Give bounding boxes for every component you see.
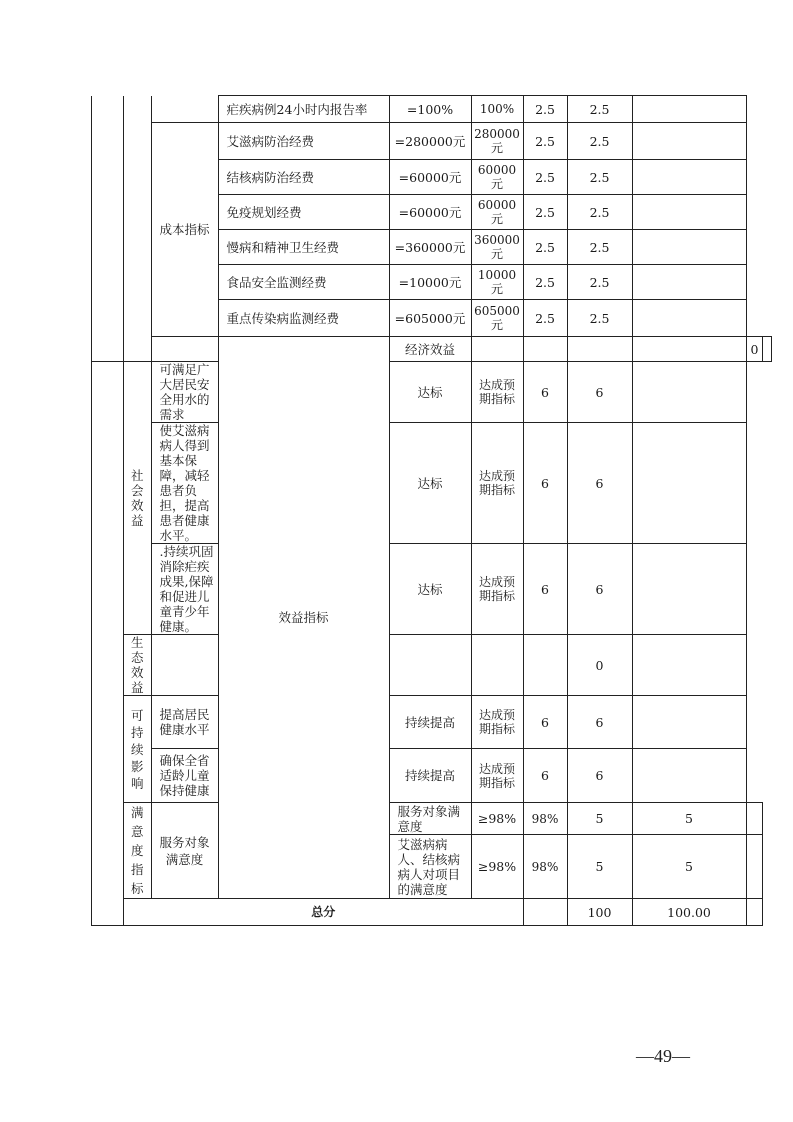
target-cell: =10000元: [389, 265, 471, 300]
sustainable-impact-label: 可持续影响: [124, 696, 152, 803]
actual-cell: 605000元: [471, 300, 523, 337]
note-cell: [632, 423, 746, 544]
total-weight: 100: [567, 899, 632, 926]
table-row: [92, 337, 772, 362]
total-row: [92, 899, 772, 926]
target-cell: 达标: [389, 544, 471, 635]
ecological-benefit-label: 生态效益: [124, 635, 152, 696]
indicator-cell: 慢病和精神卫生经费: [218, 230, 389, 265]
actual-cell: [471, 635, 523, 696]
table-row: [92, 803, 772, 835]
weight-cell: 6: [523, 696, 567, 749]
score-cell: 6: [567, 544, 632, 635]
actual-cell: 达成预期指标: [471, 749, 523, 803]
table-row: [92, 423, 772, 544]
actual-cell: [567, 337, 632, 362]
note-cell: [632, 265, 746, 300]
weight-cell: [632, 337, 746, 362]
table-row: [92, 544, 772, 635]
target-cell: ≥98%: [471, 835, 523, 899]
note-cell: [746, 835, 763, 899]
service-satisfaction-label: 服务对象满意度: [151, 803, 218, 899]
indicator-cell: 可满足广大居民安全用水的需求: [151, 362, 218, 423]
indicator-cell: 使艾滋病病人得到基本保障，减轻患者负担，提高患者健康水平。: [151, 423, 218, 544]
target-cell: 持续提高: [389, 696, 471, 749]
weight-cell: 5: [567, 835, 632, 899]
target-cell: 达标: [389, 362, 471, 423]
indicator-cell: 艾滋病防治经费: [218, 123, 389, 160]
table-row: [92, 362, 772, 423]
satisfaction-indicator-label: 满意度指标: [124, 803, 152, 899]
actual-cell: 10000元: [471, 265, 523, 300]
indicator-cell: 免疫规划经费: [218, 195, 389, 230]
indicator-cell: 疟疾病例24小时内报告率: [218, 96, 389, 123]
weight-cell: 6: [523, 423, 567, 544]
actual-cell: 98%: [523, 803, 567, 835]
primary-category-cell-continued: [92, 362, 124, 926]
actual-cell: [523, 899, 567, 926]
table-row: [92, 123, 772, 160]
score-cell: 2.5: [567, 123, 632, 160]
target-cell: 持续提高: [389, 749, 471, 803]
score-cell: 0: [567, 635, 632, 696]
score-cell: 2.5: [567, 96, 632, 123]
secondary-category-cell-continued: [124, 96, 152, 362]
primary-category-cell-continued: [151, 337, 218, 362]
weight-cell: 2.5: [523, 96, 567, 123]
score-cell: 2.5: [567, 195, 632, 230]
target-cell: [389, 635, 471, 696]
performance-indicator-table: [91, 95, 772, 926]
actual-cell: 360000元: [471, 230, 523, 265]
score-cell: 2.5: [567, 160, 632, 195]
indicator-cell: 艾滋病病人、结核病病人对项目的满意度: [389, 835, 471, 899]
actual-cell: 60000元: [471, 195, 523, 230]
note-cell: [632, 635, 746, 696]
score-cell: 6: [567, 423, 632, 544]
indicator-cell: 食品安全监测经费: [218, 265, 389, 300]
actual-cell: 98%: [523, 835, 567, 899]
note-cell: [632, 362, 746, 423]
economic-benefit-label: 经济效益: [389, 337, 471, 362]
score-cell: 6: [567, 696, 632, 749]
table-row: [92, 749, 772, 803]
cost-indicator-label: 成本指标: [151, 123, 218, 337]
target-cell: =605000元: [389, 300, 471, 337]
indicator-cell: [151, 635, 218, 696]
weight-cell: 6: [523, 544, 567, 635]
primary-category-cell-continued: [92, 96, 124, 362]
benefit-indicator-label: 效益指标: [218, 337, 389, 899]
target-cell: =100%: [389, 96, 471, 123]
weight-cell: 5: [567, 803, 632, 835]
weight-cell: 2.5: [523, 230, 567, 265]
table-row: [92, 635, 772, 696]
score-cell: 2.5: [567, 265, 632, 300]
note-cell: [632, 696, 746, 749]
note-cell: [632, 230, 746, 265]
indicator-cell: .持续巩固消除疟疾成果,保障和促进儿童青少年健康。: [151, 544, 218, 635]
target-cell: =60000元: [389, 160, 471, 195]
weight-cell: 2.5: [523, 265, 567, 300]
weight-cell: 2.5: [523, 123, 567, 160]
total-score: 100.00: [632, 899, 746, 926]
weight-cell: 6: [523, 749, 567, 803]
target-cell: =280000元: [389, 123, 471, 160]
weight-cell: 2.5: [523, 160, 567, 195]
indicator-cell: 结核病防治经费: [218, 160, 389, 195]
indicator-cell: 服务对象满意度: [389, 803, 471, 835]
target-cell: 达标: [389, 423, 471, 544]
table-row: [92, 696, 772, 749]
score-cell: 6: [567, 749, 632, 803]
target-cell: =60000元: [389, 195, 471, 230]
actual-cell: 达成预期指标: [471, 423, 523, 544]
table-row: [92, 96, 772, 123]
score-cell: 0: [746, 337, 763, 362]
total-label: 总分: [124, 899, 524, 926]
indicator-cell: 提高居民健康水平: [151, 696, 218, 749]
actual-cell: 280000元: [471, 123, 523, 160]
note-cell: [763, 337, 772, 362]
weight-cell: 2.5: [523, 300, 567, 337]
indicator-cell: [471, 337, 523, 362]
note-cell: [632, 160, 746, 195]
note-cell: [746, 803, 763, 835]
score-cell: 5: [632, 803, 746, 835]
actual-cell: 达成预期指标: [471, 696, 523, 749]
target-cell: ≥98%: [471, 803, 523, 835]
weight-cell: 6: [523, 362, 567, 423]
actual-cell: 60000元: [471, 160, 523, 195]
actual-cell: 达成预期指标: [471, 544, 523, 635]
indicator-cell: 确保全省适龄儿童保持健康: [151, 749, 218, 803]
score-cell: 2.5: [567, 300, 632, 337]
target-cell: =360000元: [389, 230, 471, 265]
score-cell: 5: [632, 835, 746, 899]
indicator-cell: 重点传染病监测经费: [218, 300, 389, 337]
target-cell: [523, 337, 567, 362]
note-cell: [632, 300, 746, 337]
note-cell: [632, 195, 746, 230]
note-cell: [632, 749, 746, 803]
social-benefit-label: 社会效益: [124, 362, 152, 635]
note-cell: [632, 544, 746, 635]
weight-cell: 2.5: [523, 195, 567, 230]
note-cell: [632, 96, 746, 123]
tertiary-category-cell-continued: [151, 96, 218, 123]
score-cell: 6: [567, 362, 632, 423]
note-cell: [632, 123, 746, 160]
weight-cell: [523, 635, 567, 696]
actual-cell: 100%: [471, 96, 523, 123]
page-number: —49—: [636, 1046, 690, 1066]
actual-cell: 达成预期指标: [471, 362, 523, 423]
note-cell: [746, 899, 763, 926]
score-cell: 2.5: [567, 230, 632, 265]
